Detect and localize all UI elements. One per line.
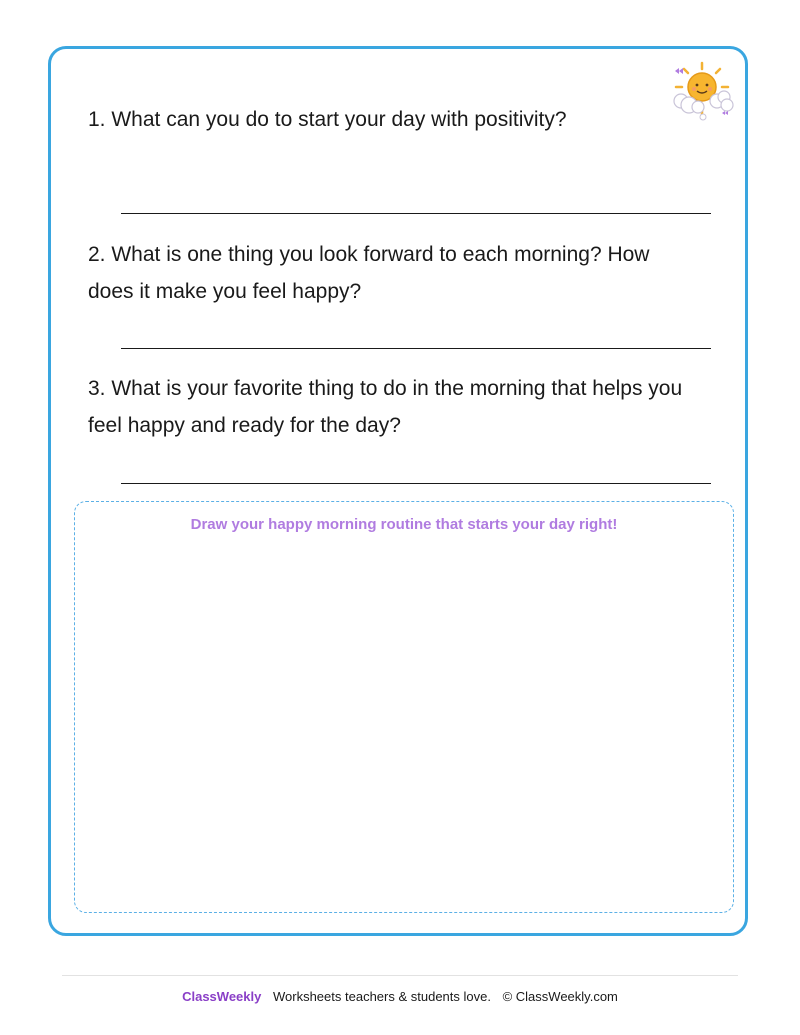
question-2: 2. What is one thing you look forward to each morning? How does it make you feel happy? xyxy=(88,243,650,303)
question-3: 3. What is your favorite thing to do in the morning that helps you feel happy and ready for the day? xyxy=(88,377,683,437)
answer-line-2[interactable] xyxy=(121,348,711,349)
worksheet-card xyxy=(48,46,748,936)
answer-line-1[interactable] xyxy=(121,213,711,214)
drawing-area[interactable] xyxy=(74,501,734,913)
answer-line-3[interactable] xyxy=(121,483,711,484)
footer-tagline: Worksheets teachers & students love. xyxy=(272,989,491,1004)
footer-copyright: © ClassWeekly.com xyxy=(502,989,618,1004)
question-1: 1. What can you do to start your day with positivity? xyxy=(88,108,567,131)
footer-divider xyxy=(62,975,738,976)
footer-brand: ClassWeekly xyxy=(182,989,262,1004)
drawing-prompt: Draw your happy morning routine that starts your day right! xyxy=(190,516,618,533)
footer xyxy=(0,989,800,1004)
